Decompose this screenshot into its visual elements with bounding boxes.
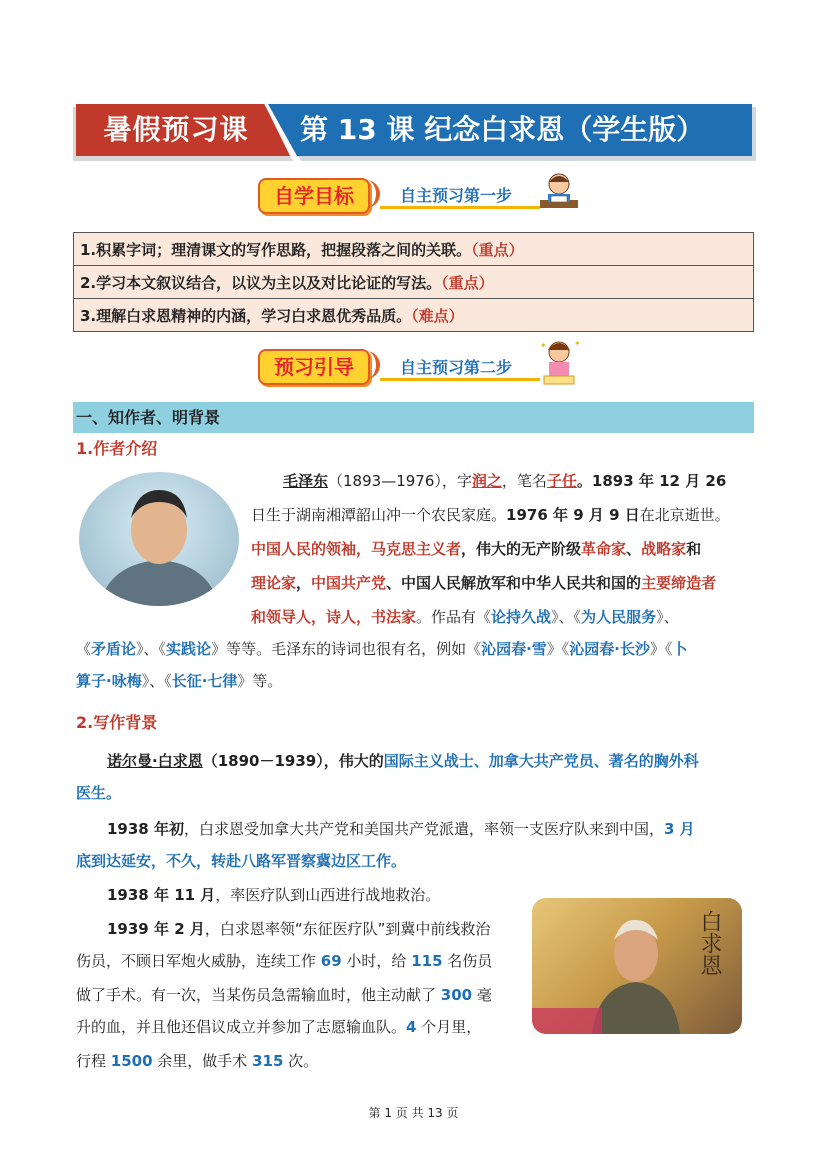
table-row — [74, 266, 754, 299]
goal-cell — [74, 266, 754, 299]
author-line-6 — [76, 632, 688, 666]
text: 》、 — [656, 608, 679, 626]
text: 。作品有《 — [416, 608, 492, 626]
goal-tag: （重点） — [441, 273, 494, 292]
text: 中国共产党 — [311, 574, 387, 592]
number: 300 — [440, 986, 473, 1004]
student-reading-icon — [536, 170, 582, 216]
text: 个月里， — [416, 1018, 482, 1036]
number: 4 — [406, 1018, 417, 1036]
text: ，白求恩率领“东征医疗队”到冀中前线救治 — [204, 920, 491, 938]
text: 毫 — [472, 986, 492, 1004]
text: ，率医疗队到山西进行战地救治。 — [215, 886, 441, 904]
goal-text: 3.理解白求恩精神的内涵，学习白求恩优秀品质。 — [80, 306, 412, 325]
svg-text:✦: ✦ — [540, 341, 547, 350]
author-name: 毛泽东 — [283, 472, 329, 490]
bg-line-4 — [76, 844, 406, 878]
text: 主要缔造者 — [641, 574, 717, 592]
text: 和 — [686, 540, 702, 558]
text: 医生。 — [76, 784, 122, 802]
section-underline — [380, 378, 540, 381]
number: 115 — [411, 952, 443, 970]
text: 》等等。毛泽东的诗词也很有名，例如《 — [211, 640, 482, 658]
text: 》《 — [546, 640, 570, 658]
author-line-2 — [251, 498, 730, 532]
work-title: 矛盾论 — [91, 640, 137, 658]
date: 1938 年 11 月 — [107, 886, 216, 904]
section-tag-arc — [366, 180, 380, 208]
page-title: 第 13 课 纪念白求恩（学生版） — [300, 113, 705, 146]
text: 3 月 — [664, 820, 695, 838]
number: 1500 — [110, 1052, 153, 1070]
text: 升的血，并且他还倡议成立并参加了志愿输血队。 — [76, 1018, 407, 1036]
section-tag-arc — [366, 351, 380, 379]
text: 日生于湖南湘潭韶山冲一个农民家庭。 — [251, 506, 507, 524]
goal-text: 2.学习本文叙议结合，以议为主以及对比论证的写法。 — [80, 273, 442, 292]
goals-table — [73, 232, 754, 332]
text: 底到达延安，不久，转赴八路军晋察冀边区工作。 — [76, 852, 407, 870]
author-portrait — [79, 472, 239, 606]
number: 69 — [320, 952, 342, 970]
work-title: 沁园春·长沙 — [569, 640, 650, 658]
number: 315 — [252, 1052, 284, 1070]
page-footer: 第 1 页 共 13 页 — [368, 1106, 459, 1120]
text: 在北京逝世。 — [639, 506, 730, 524]
girl-with-book-icon — [534, 338, 584, 388]
pen-name: 子任 — [546, 472, 577, 490]
section-heading-text: 一、知作者、明背景 — [76, 408, 221, 427]
section-tag-self-study: 自学目标 — [258, 178, 370, 214]
text: 做了手术。有一次，当某伤员急需输血时，他主动献了 — [76, 986, 441, 1004]
text: 》《 — [650, 640, 673, 658]
work-title: 沁园春·雪 — [481, 640, 547, 658]
text: 》、《 — [551, 608, 582, 626]
date: 1939 年 2 月 — [107, 920, 205, 938]
text: 名伤员 — [442, 952, 493, 970]
text: 、中国人民解放军和中华人民共和国的 — [386, 574, 642, 592]
table-row — [74, 233, 754, 266]
text: 革命家 — [581, 540, 627, 558]
goal-tag: （重点） — [471, 240, 524, 259]
text: 战略家 — [641, 540, 687, 558]
bg-line-10 — [76, 1044, 318, 1078]
bg-line-8 — [76, 978, 492, 1012]
text: 国际主义战士、加拿大共产党员、著名的胸外科 — [383, 752, 699, 770]
bg-line-6 — [107, 912, 490, 946]
svg-text:✦: ✦ — [574, 339, 581, 348]
text: 中国人民的领袖，马克思主义者 — [251, 540, 462, 558]
work-title: 长征·七律 — [171, 672, 238, 690]
author-line-1 — [283, 464, 726, 498]
bethune-caption: 白求恩 — [697, 910, 722, 976]
text: 》、《 — [136, 640, 167, 658]
work-title: 卜 — [672, 640, 688, 658]
work-title: 算子·咏梅 — [76, 672, 142, 690]
bg-line-9 — [76, 1010, 481, 1044]
author-line-7 — [76, 664, 282, 698]
work-title: 实践论 — [166, 640, 212, 658]
goal-cell — [74, 299, 754, 332]
text: 。1893 年 12 月 26 — [576, 472, 727, 490]
text: 行程 — [76, 1052, 111, 1070]
person-name: 诺尔曼·白求恩 — [107, 752, 203, 770]
bg-line-3 — [107, 812, 695, 846]
text: 、 — [626, 540, 642, 558]
section-tag-preview-guide: 预习引导 — [258, 349, 370, 385]
text: 次。 — [283, 1052, 319, 1070]
table-row — [74, 299, 754, 332]
text: 》、《 — [141, 672, 172, 690]
author-heading: 1.作者介绍 — [76, 439, 158, 458]
background-heading: 2.写作背景 — [76, 713, 158, 732]
text: （1893—1976），字 — [328, 472, 472, 490]
text: 》等。 — [237, 672, 283, 690]
text: 伤员，不顾日军炮火威胁，连续工作 — [76, 952, 321, 970]
text: 余里，做手术 — [152, 1052, 253, 1070]
date: 1938 年初 — [107, 820, 184, 838]
author-line-3 — [251, 532, 701, 566]
goal-tag: （难点） — [411, 306, 464, 325]
text: 小时，给 — [341, 952, 412, 970]
portrait-figure — [79, 472, 239, 606]
text: ， — [296, 574, 312, 592]
bg-line-7 — [76, 944, 492, 978]
text: 1976 年 9 月 9 日 — [506, 506, 640, 524]
section-subtitle: 自主预习第一步 — [400, 186, 513, 205]
text: ，白求恩受加拿大共产党和美国共产党派遣，率领一支医疗队来到中国， — [183, 820, 664, 838]
banner-left-title: 暑假预习课 — [103, 113, 249, 146]
author-line-5 — [251, 600, 679, 634]
goal-text: 1.积累字词；理清课文的写作思路，把握段落之间的关联。 — [80, 240, 472, 259]
text: （1890－1939），伟大的 — [202, 752, 384, 770]
author-line-4 — [251, 566, 716, 600]
work-title: 论持久战 — [491, 608, 552, 626]
bg-line-2 — [76, 776, 121, 810]
text: 《 — [76, 640, 92, 658]
bg-line-1 — [107, 744, 699, 778]
bg-line-5 — [107, 878, 440, 912]
section-subtitle: 自主预习第二步 — [400, 358, 513, 377]
courtesy-name: 润之 — [471, 472, 502, 490]
bethune-image — [532, 898, 742, 1034]
work-title: 为人民服务 — [581, 608, 657, 626]
text: 和领导人，诗人，书法家 — [251, 608, 417, 626]
goal-cell — [74, 233, 754, 266]
text: ，笔名 — [501, 472, 547, 490]
section-underline — [380, 206, 540, 209]
text: ，伟大的无产阶级 — [461, 540, 582, 558]
text: 理论家 — [251, 574, 297, 592]
